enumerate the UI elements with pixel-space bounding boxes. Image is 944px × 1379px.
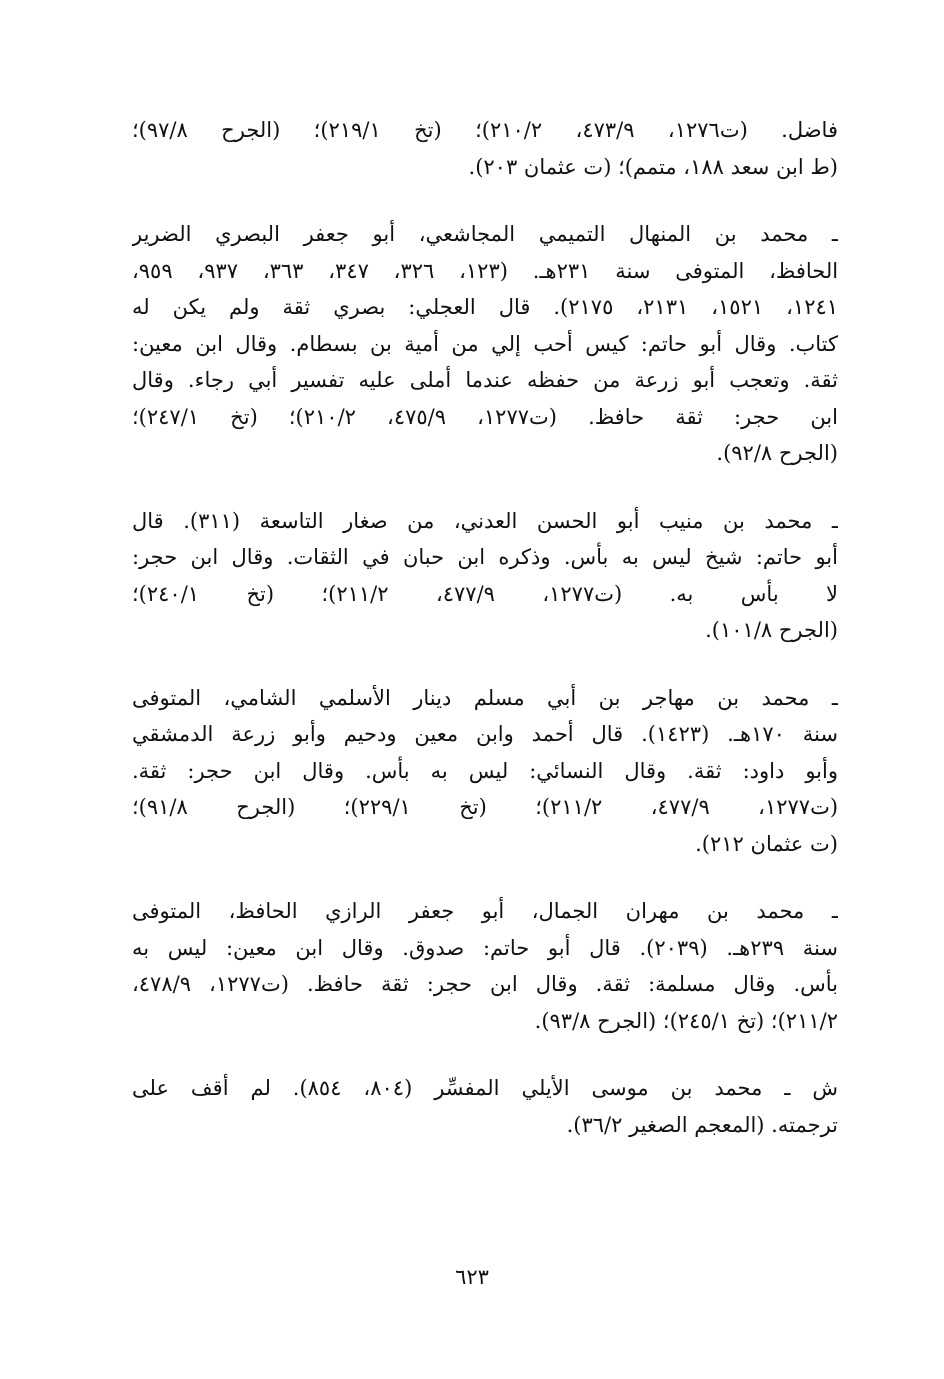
- page-number: ٦٢٣: [455, 1265, 489, 1289]
- text-line: (ت عثمان ٢١٢).: [695, 831, 838, 856]
- text-line: ١٢٤١، ١٥٢١، ٢١٣١، ٢١٧٥). قال العجلي: بصري ثقة ولم يكن له: [132, 295, 838, 319]
- text-line: كتاب. وقال أبو حاتم: كيس أحب إلي من أمية بن بسطام. وقال ابن معين:: [132, 331, 838, 356]
- text-line: ـ محمد بن مهاجر بن أبي مسلم دينار الأسلمي الشامي، المتوفى: [132, 685, 838, 710]
- text-line: بأس. وقال مسلمة: ثقة. وقال ابن حجر: ثقة حافظ. (ت١٢٧٧، ٤٧٨/٩،: [132, 972, 838, 996]
- text-line: سنة ٢٣٩هـ. (٢٠٣٩). قال أبو حاتم: صدوق. وقال ابن معين: ليس به: [132, 935, 838, 960]
- text-line: فاضل. (ت١٢٧٦، ٤٧٣/٩، ٢١٠/٢)؛ (تخ ٢١٩/١)؛ (الجرح ٩٧/٨)؛: [132, 118, 838, 142]
- text-line: ترجمته. (المعجم الصغير ٣٦/٢).: [566, 1112, 838, 1137]
- text-line: ابن حجر: ثقة حافظ. (ت١٢٧٧، ٤٧٥/٩، ٢١٠/٢)؛ (تخ ٢٤٧/١)؛: [132, 404, 838, 429]
- entry-muhammad-ibn-musa: [132, 1070, 838, 1143]
- text-line: ـ محمد بن المنهال التميمي المجاشعي، أبو جعفر البصري الضرير: [132, 222, 838, 246]
- entry-muhammad-ibn-mihran: [132, 893, 838, 1039]
- text-line: وأبو داود: ثقة. وقال النسائي: ليس به بأس. وقال ابن حجر: ثقة.: [132, 758, 838, 783]
- text-line: ـ محمد بن منيب أبو الحسن العدني، من صغار التاسعة (٣١١). قال: [132, 508, 838, 533]
- text-line: ثقة. وتعجب أبو زرعة من حفظه عندما أملى عليه تفسير أبي رجاء. وقال: [132, 368, 838, 392]
- text-line: سنة ١٧٠هـ. (١٤٢٣). قال أحمد وابن معين ودحيم وأبو زرعة الدمشقي: [132, 722, 838, 746]
- text-line: أبو حاتم: شيخ ليس به بأس. وذكره ابن حبان في الثقات. وقال ابن حجر:: [132, 545, 838, 569]
- entry-continuation: [132, 112, 838, 185]
- text-line: (الجرح ١٠١/٨).: [705, 618, 838, 642]
- text-line: لا بأس به. (ت١٢٧٧، ٤٧٧/٩، ٢١١/٢)؛ (تخ ٢٤٠/١)؛: [132, 581, 838, 606]
- text-line: الحافظ، المتوفى سنة ٢٣١هـ. (١٢٣، ٣٢٦، ٣٤٧، ٣٦٣، ٩٣٧، ٩٥٩،: [132, 258, 838, 283]
- entry-muhammad-ibn-munib: [132, 503, 838, 649]
- text-line: ٢١١/٢)؛ (تخ ٢٤٥/١)؛ (الجرح ٩٣/٨).: [534, 1008, 838, 1033]
- entry-muhammad-ibn-muhajir: [132, 680, 838, 863]
- text-line: (الجرح ٩٢/٨).: [716, 441, 838, 465]
- text-line: ش ـ محمد بن موسى الأيلي المفسِّر (٨٠٤، ٨٥٤). لم أقف على: [132, 1076, 838, 1100]
- entry-muhammad-ibn-al-minhal: [132, 216, 838, 472]
- text-line: (ط ابن سعد ١٨٨، متمم)؛ (ت عثمان ٢٠٣).: [468, 154, 838, 179]
- text-line: ـ محمد بن مهران الجمال، أبو جعفر الرازي الحافظ، المتوفى: [132, 899, 838, 923]
- text-column: [132, 112, 838, 1174]
- text-line: (ت١٢٧٧، ٤٧٧/٩، ٢١١/٢)؛ (تخ ٢٢٩/١)؛ (الجرح ٩١/٨)؛: [132, 795, 838, 819]
